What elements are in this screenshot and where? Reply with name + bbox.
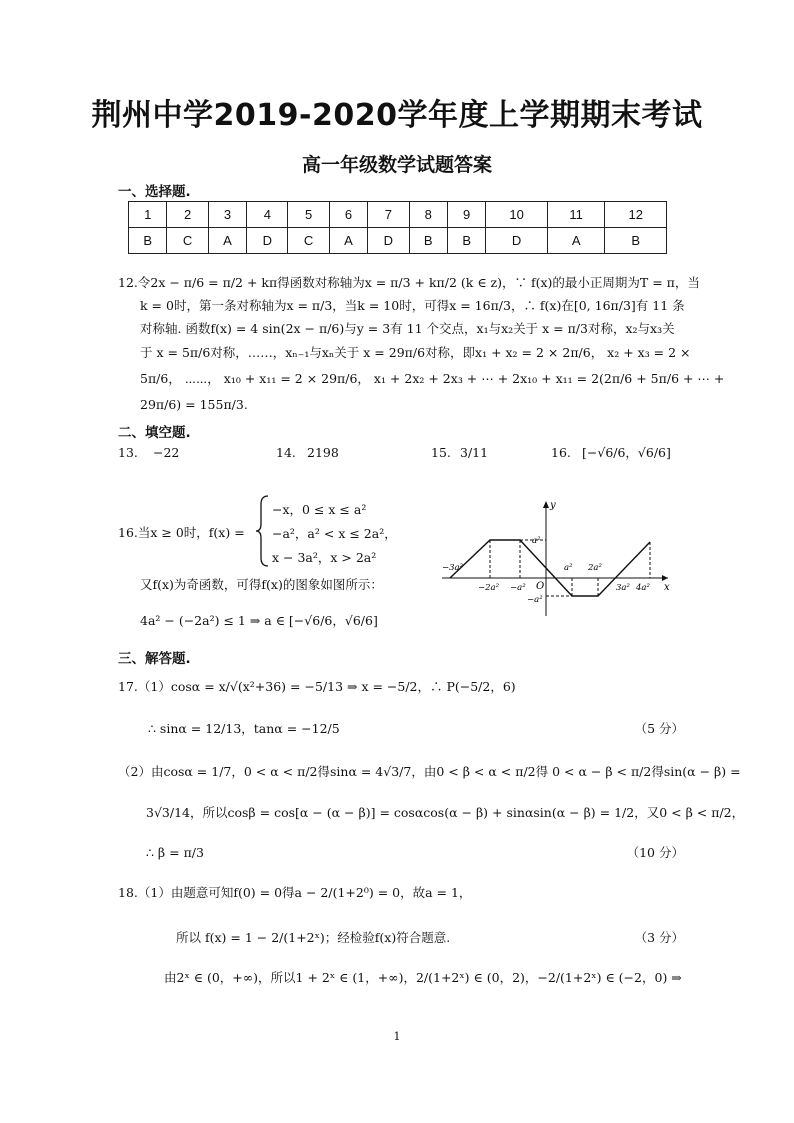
q18-score: （3 分）: [634, 930, 684, 945]
graph-tick-neg2a2: −2a²: [478, 583, 500, 593]
graph-tick-y-nega2: −a²: [527, 595, 543, 605]
q17-part2-line2: 3√3/14，所以cosβ = cos[α − (α − β)] = cosαcos(α − β) + sinαsin(α − β) = 1/2，又0 < β < π/2，: [146, 805, 745, 820]
q12-line-4: 于 x = 5π/6对称，……，xₙ₋₁与xₙ关于 x = 29π/6对称，即x₁ + x₂ = 2 × 2π/6， x₂ + x₃ = 2 ×: [140, 345, 691, 360]
q16-graph: [438, 496, 678, 620]
q17-part2-score: （10 分）: [626, 845, 684, 860]
fill-14-num: 14.: [276, 445, 296, 460]
q12-line-5: 5π/6， ⋯⋯， x₁₀ + x₁₁ = 2 × 29π/6， x₁ + 2x₂ + 2x₃ + ⋯ + 2x₁₀ + x₁₁ = 2(2π/6 + 5π/6 + ⋯ +: [140, 371, 725, 386]
q16-intro: 16.当x ≥ 0时，f(x) =: [118, 525, 245, 540]
fill-16-answer: [−√6/6，√6/6]: [582, 445, 671, 460]
section-heading-fill: 二、填空题.: [118, 425, 191, 441]
q12-line-6: 29π/6) = 155π/3.: [140, 397, 248, 412]
q16-line-2: 又f(x)为奇函数，可得f(x)的图象如图所示：: [140, 577, 383, 592]
graph-tick-y-a2: a²: [532, 536, 541, 546]
answer-table-number-cell: 9: [447, 202, 485, 228]
graph-tick-nega2: −a²: [510, 583, 526, 593]
q18-line3: 由2ˣ ∈ (0，+∞)，所以1 + 2ˣ ∈ (1，+∞)，2/(1+2ˣ) ∈ (0，2)，−2/(1+2ˣ) ∈ (−2，0) ⇒: [164, 970, 682, 985]
q16-case-1: −x，0 ≤ x ≤ a²: [272, 502, 367, 517]
q12-line-2: k = 0时，第一条对称轴为x = π/3，当k = 10时，可得x = 16π/3，∴ f(x)在[0, 16π/3]有 11 条: [140, 298, 685, 313]
answer-table-answer-cell: D: [247, 228, 288, 254]
graph-tick-4a2: 4a²: [636, 583, 650, 593]
answer-table-number-cell: 7: [368, 202, 409, 228]
section-heading-solve: 三、解答题.: [118, 651, 191, 667]
answer-table: [128, 201, 667, 254]
graph-y-arrow-icon: [543, 501, 549, 508]
graph-tick-neg3a2: −3a²: [442, 563, 464, 573]
answer-table-number-cell: 5: [288, 202, 329, 228]
fill-16-num: 16.: [551, 445, 571, 460]
q17-part1-line1: 17.（1）cosα = x/√(x²+36) = −5/13 ⇒ x = −5/2，∴ P(−5/2，6): [118, 679, 516, 694]
answer-table-answer-cell: B: [605, 228, 667, 254]
answer-table-number-cell: 4: [247, 202, 288, 228]
answer-table-answer-cell: B: [447, 228, 485, 254]
graph-tick-2a2: 2a²: [588, 563, 602, 573]
answer-table-number-cell: 12: [605, 202, 667, 228]
q17-part2-line1: （2）由cosα = 1/7，0 < α < π/2得sinα = 4√3/7，由0 < β < α < π/2得 0 < α − β < π/2得sin(α − β) =: [118, 764, 741, 779]
q18-line1: 18.（1）由题意可知f(0) = 0得a − 2/(1+2⁰) = 0，故a = 1，: [118, 885, 472, 900]
page-number: 1: [393, 1030, 401, 1043]
answer-table-number-row: [129, 202, 667, 228]
answer-table-number-cell: 8: [409, 202, 447, 228]
fill-13-answer: −22: [153, 445, 180, 460]
graph-origin-label: O: [536, 581, 545, 592]
q12-line-3: 对称轴. 函数f(x) = 4 sin(2x − π/6)与y = 3有 11 个交点，x₁与x₂关于 x = π/3对称，x₂与x₃关: [140, 321, 675, 336]
fill-13-num: 13.: [118, 445, 138, 460]
fill-15-num: 15.: [431, 445, 451, 460]
page-subtitle: 高一年级数学试题答案: [301, 154, 492, 176]
answer-table-answer-cell: D: [368, 228, 409, 254]
q16-case-2: −a²，a² < x ≤ 2a²，: [272, 526, 397, 541]
section-heading-choice: 一、选择题.: [118, 184, 191, 200]
q17-part1-score: （5 分）: [634, 721, 684, 736]
q16-case-3: x − 3a²，x > 2a²: [272, 550, 377, 565]
graph-tick-a2: a²: [564, 563, 573, 573]
answer-table-answer-cell: C: [288, 228, 329, 254]
graph-y-label: y: [550, 500, 556, 511]
answer-table-answer-row: [129, 228, 667, 254]
answer-table-answer-cell: D: [486, 228, 547, 254]
answer-table-answer-cell: A: [329, 228, 367, 254]
answer-table-number-cell: 11: [547, 202, 605, 228]
graph-x-label: x: [664, 582, 670, 593]
answer-table-number-cell: 1: [129, 202, 167, 228]
q16-line-3: 4a² − (−2a²) ≤ 1 ⇒ a ∈ [−√6/6，√6/6]: [140, 613, 378, 628]
q12-line-1: 12.令2x − π/6 = π/2 + kπ得函数对称轴为x = π/3 + kπ/2 (k ∈ z)，∵ f(x)的最小正周期为T = π，当: [118, 275, 700, 290]
answer-table-answer-cell: B: [409, 228, 447, 254]
answer-table-number-cell: 3: [208, 202, 246, 228]
q17-part2-line3: ∴ β = π/3: [146, 845, 204, 860]
q16-cases: [272, 498, 397, 570]
page-title: 荆州中学2019-2020学年度上学期期末考试: [91, 98, 703, 133]
answer-table-answer-cell: C: [167, 228, 208, 254]
answer-table-answer-cell: B: [129, 228, 167, 254]
answer-table-number-cell: 6: [329, 202, 367, 228]
q17-part1-line2: ∴ sinα = 12/13，tanα = −12/5: [148, 721, 340, 736]
answer-table-number-cell: 10: [486, 202, 547, 228]
graph-x-arrow-icon: [662, 575, 668, 581]
fill-15-answer: 3/11: [460, 445, 489, 460]
answer-table-answer-cell: A: [547, 228, 605, 254]
answer-table-number-cell: 2: [167, 202, 208, 228]
q16-brace: [255, 494, 271, 568]
fill-14-answer: 2198: [307, 445, 339, 460]
graph-tick-3a2: 3a²: [616, 583, 630, 593]
q18-line2: 所以 f(x) = 1 − 2/(1+2ˣ)；经检验f(x)符合题意.: [176, 930, 451, 945]
answer-table-answer-cell: A: [208, 228, 246, 254]
